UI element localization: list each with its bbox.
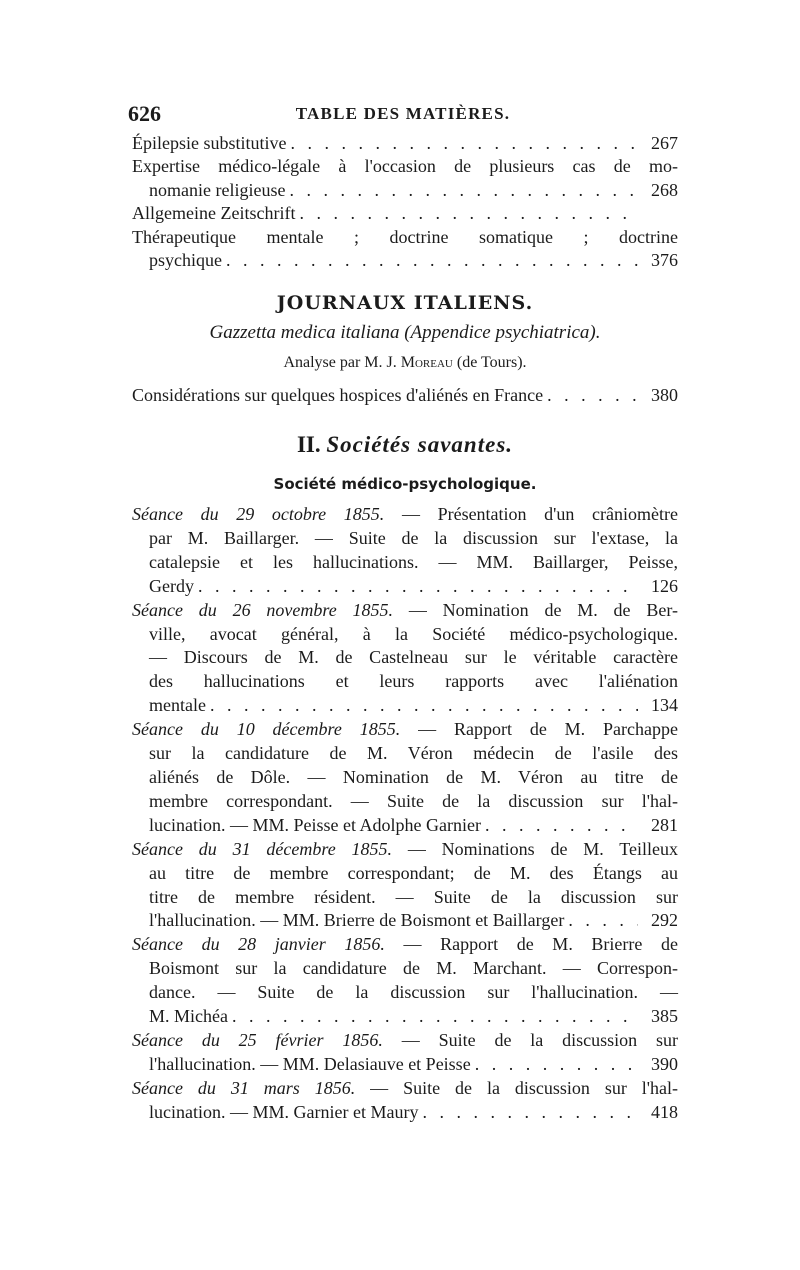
entry-page: 380 (651, 385, 678, 405)
seance-date: Séance du 31 décembre 1855. (132, 838, 393, 859)
entry-text: sur la candidature de M. Véron médecin de l'asile des (149, 743, 678, 764)
entry-text: membre correspondant. — Suite de la discussion sur l'hal- (149, 790, 678, 811)
entry-text: Considérations sur quelques hospices d'aliénés en France (132, 385, 544, 405)
dot-leader (226, 249, 638, 272)
seance-date: Séance du 28 janvier 1856. (132, 934, 385, 955)
entry-text: — Suite de la discussion sur l'hal- (355, 1077, 679, 1098)
entry-text: — Rapport de M. Parchappe (400, 719, 679, 740)
seance-entry (132, 599, 678, 719)
dot-leader (475, 1053, 638, 1077)
entry-text: Thérapeutique mentale ; doctrine somatique ; doctrine (132, 226, 678, 247)
entry-page: 390 (651, 1053, 678, 1074)
dot-leader (485, 814, 638, 838)
dot-leader (289, 179, 638, 202)
seance-entry (132, 503, 678, 599)
toc-entry (132, 155, 678, 202)
entry-page: 385 (651, 1006, 678, 1027)
entry-text: au titre de membre correspondant; de M. des Étangs au (149, 862, 678, 883)
entry-text: Boismont sur la candidature de M. Marchant. — Correspon- (149, 958, 678, 979)
analyse-suffix: (de Tours). (456, 354, 527, 371)
seance-date: Séance du 31 mars 1856. (132, 1077, 356, 1098)
toc-entries-journaux (132, 384, 678, 407)
entry-text: M. Michéa (149, 1006, 228, 1027)
page-number: 626 (128, 101, 161, 126)
entry-text: des hallucinations et leurs rapports avec l'aliénation (149, 671, 678, 692)
dot-leader (422, 1101, 638, 1125)
seance-entry (132, 933, 678, 1029)
toc-entry (132, 226, 678, 273)
entry-text: lucination. — MM. Peisse et Adolphe Garnier (149, 814, 481, 835)
entry-text: — Présentation d'un crâniomètre (384, 504, 678, 524)
section-heading-ii (132, 432, 678, 458)
entry-text: lucination. — MM. Garnier et Maury (149, 1101, 419, 1122)
entry-text: Gerdy (149, 575, 194, 596)
analyse-line (132, 354, 678, 372)
entry-text: nomanie religieuse (149, 179, 286, 200)
entry-text: mentale (149, 695, 206, 716)
entry-text: — Rapport de M. Brierre de (384, 934, 678, 955)
dot-leader (547, 384, 638, 407)
seance-entry (132, 718, 678, 838)
analyse-author: Moreau (400, 354, 453, 371)
dot-leader (210, 694, 638, 718)
entry-text: — Nominations de M. Teilleux (392, 838, 678, 859)
seance-entry (132, 1077, 678, 1125)
section-numeral: II. (296, 432, 321, 457)
entry-text: par M. Baillarger. — Suite de la discussion sur l'extase, la (149, 527, 678, 548)
entry-text: Allgemeine Zeitschrift (132, 203, 296, 224)
seance-date: Séance du 29 octobre 1855. (132, 504, 385, 524)
entry-page: 418 (651, 1101, 678, 1122)
entry-text: Épilepsie substitutive (132, 133, 287, 153)
dot-leader (299, 202, 638, 225)
entry-page: 376 (651, 250, 678, 271)
toc-entries-top (132, 132, 678, 272)
entry-text: dance. — Suite de la discussion sur l'hallucination. — (149, 982, 678, 1003)
entry-text: l'hallucination. — MM. Delasiauve et Peisse (149, 1053, 471, 1074)
seance-date: Séance du 26 novembre 1855. (132, 599, 394, 620)
entry-page: 281 (651, 814, 678, 835)
entry-page: 292 (651, 910, 678, 931)
entry-text: — Discours de M. de Castelneau sur le véritable caractère (149, 647, 678, 668)
journal-title: Gazzetta medica italiana (Appendice psychiatrica). (209, 322, 601, 343)
dot-leader (198, 575, 638, 599)
toc-entry (132, 202, 678, 225)
entry-text: psychique (149, 250, 222, 271)
entry-page: 126 (651, 575, 678, 596)
dot-leader (291, 132, 639, 155)
entry-text: — Nomination de M. de Ber- (393, 599, 678, 620)
toc-entry (132, 384, 678, 407)
seance-date: Séance du 25 février 1856. (132, 1029, 383, 1050)
seance-date: Séance du 10 décembre 1855. (132, 719, 401, 740)
entry-text: — Suite de la discussion sur (382, 1029, 678, 1050)
society-name: Société médico-psychologique. (273, 475, 537, 493)
seance-entry (132, 838, 678, 934)
entry-page: 268 (651, 179, 678, 200)
analyse-prefix: Analyse par M. J. (283, 354, 397, 371)
section-heading-journaux: JOURNAUX ITALIENS. (276, 292, 534, 314)
toc-entry (132, 132, 678, 155)
entry-page: 134 (651, 695, 678, 716)
section-title: Sociétés savantes. (326, 432, 514, 457)
running-header (128, 101, 678, 127)
toc-entries-seances (132, 503, 678, 1125)
dot-leader (232, 1005, 638, 1029)
entry-text: titre de membre résident. — Suite de la discussion sur (149, 886, 678, 907)
dot-leader (568, 909, 638, 933)
running-title: TABLE DES MATIÈRES. (295, 104, 511, 123)
entry-text: l'hallucination. — MM. Brierre de Boismont et Baillarger (149, 910, 565, 931)
seance-entry (132, 1029, 678, 1077)
entry-text: catalepsie et les hallucinations. — MM. Baillarger, Peisse, (149, 551, 678, 572)
entry-page: 267 (651, 133, 678, 153)
entry-text: aliénés de Dôle. — Nomination de M. Véron au titre de (149, 766, 678, 787)
entry-text: Expertise médico-légale à l'occasion de plusieurs cas de mo- (132, 156, 678, 177)
entry-text: ville, avocat général, à la Société médico-psychologique. (149, 623, 678, 644)
